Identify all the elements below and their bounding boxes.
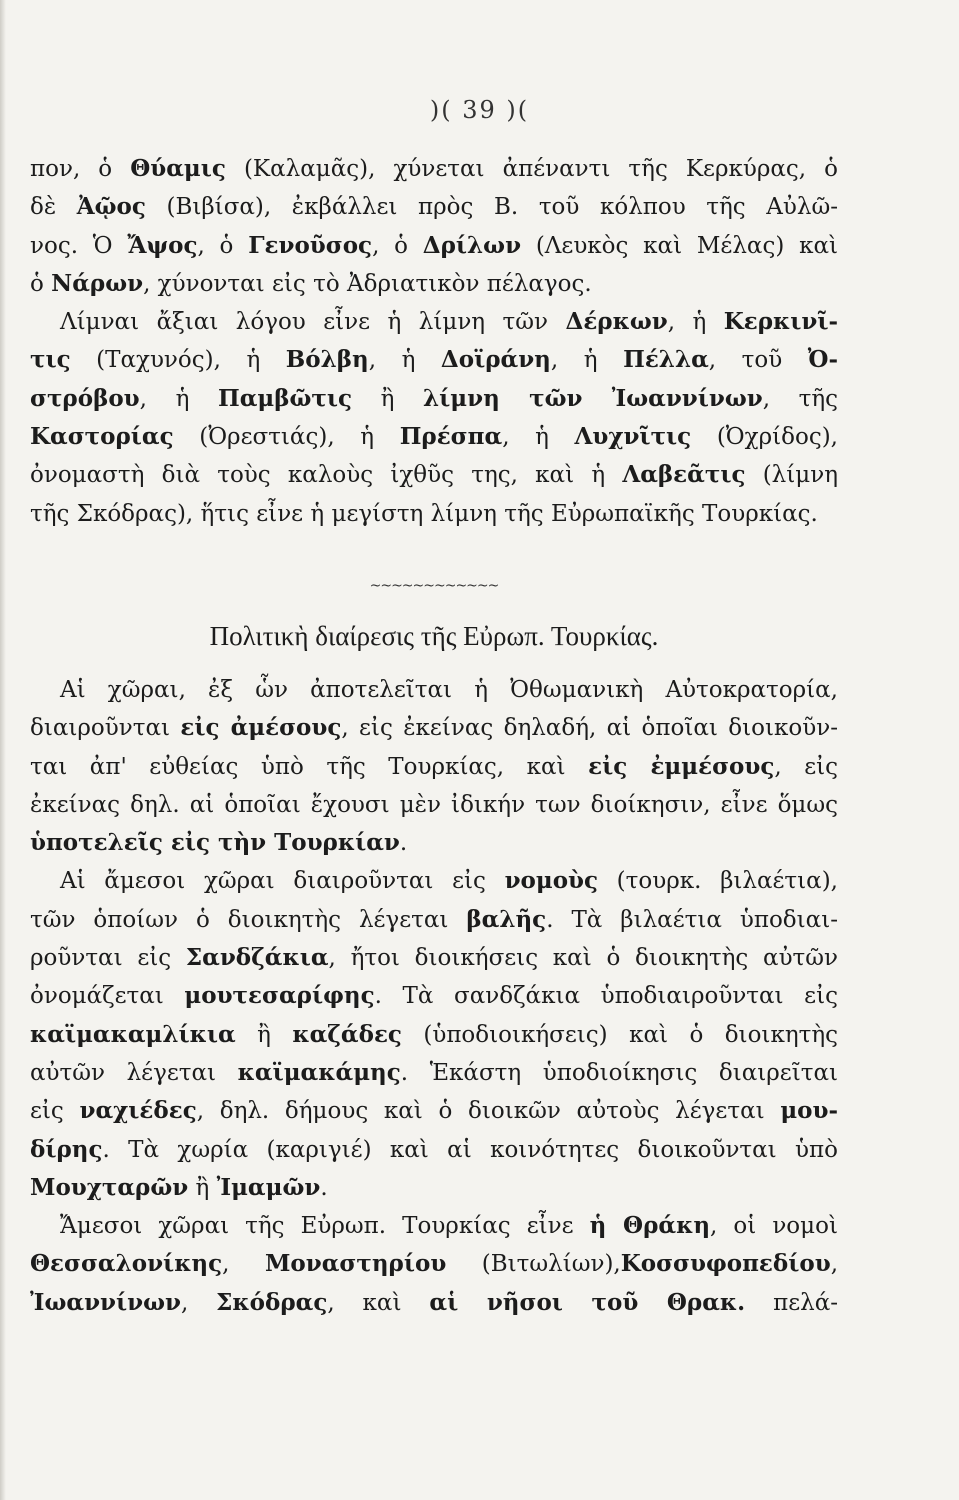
text-line bbox=[30, 709, 838, 747]
text-run: . bbox=[320, 1174, 328, 1201]
text-line bbox=[30, 150, 838, 188]
text-line bbox=[30, 1131, 838, 1169]
text-run: Λίμναι ἄξιαι λόγου εἶνε ἡ λίμνη τῶν bbox=[60, 309, 566, 336]
bold-term: Ὀ- bbox=[807, 346, 838, 374]
bold-term: καϊμακάμης bbox=[237, 1058, 401, 1086]
text-run: τῶν ὁποίων ὁ διοικητὴς λέγεται bbox=[30, 906, 467, 933]
bold-term: Νάρων bbox=[51, 269, 144, 297]
text-run: (ὑποδιοικήσεις) καὶ ὁ διοικητὴς bbox=[401, 1021, 838, 1048]
bold-term: Μοναστηρίου bbox=[264, 1250, 447, 1278]
bold-term: εἰς ἐμμέσους bbox=[588, 752, 775, 780]
bold-term: βαλῆς bbox=[466, 905, 547, 933]
bold-term: δίρης bbox=[30, 1135, 103, 1163]
text-run: , ὁ bbox=[372, 232, 423, 259]
text-run: , ἡ bbox=[502, 424, 575, 451]
bold-term: μουτεσαρίφης bbox=[184, 982, 375, 1010]
text-run: , ἡ bbox=[667, 309, 724, 336]
bold-term: Σκόδρας bbox=[216, 1288, 328, 1316]
bold-term: Δρίλων bbox=[422, 231, 522, 259]
text-line bbox=[30, 227, 838, 265]
bold-term: Καστορίας bbox=[30, 423, 174, 451]
text-run: , οἱ νομοὶ bbox=[710, 1213, 838, 1240]
text-line bbox=[30, 862, 838, 900]
bold-term: μου- bbox=[780, 1097, 838, 1125]
text-run: , ὁ bbox=[197, 232, 249, 259]
text-run: , ἡ bbox=[368, 347, 441, 374]
bold-term: Ἀῷος bbox=[76, 193, 146, 221]
text-line bbox=[30, 188, 838, 226]
text-line bbox=[30, 495, 838, 533]
text-run: τῆς Σκόδρας), ἥτις εἶνε ἡ μεγίστη λίμνη τῆς Εὐρωπαϊκῆς Τουρκίας. bbox=[30, 500, 818, 527]
bold-term: νομοὺς bbox=[504, 867, 598, 895]
bold-term: Παμβῶτις bbox=[217, 384, 353, 412]
bold-term: Λαβεᾶτις bbox=[622, 461, 746, 489]
text-run: (Ὀχρίδος), bbox=[691, 424, 838, 451]
text-run: , bbox=[222, 1251, 265, 1278]
text-run: νος. Ὁ bbox=[30, 232, 128, 259]
text-run: ἐκείνας δηλ. αἱ ὁποῖαι ἔχουσι μὲν ἰδικήν των διοίκησιν, εἶνε ὅμως bbox=[30, 791, 838, 818]
bold-term: αἱ νῆσοι τοῦ Θρακ. bbox=[429, 1288, 746, 1316]
text-run: , χύνονται εἰς τὸ Ἀδριατικὸν πέλαγος. bbox=[143, 270, 592, 297]
text-run: διαιροῦνται bbox=[30, 715, 181, 742]
text-run: ται ἀπ' εὐθείας ὑπὸ τῆς Τουρκίας, καὶ bbox=[30, 753, 589, 780]
bold-term: στρόβου bbox=[30, 384, 140, 412]
bold-term: Δέρκων bbox=[565, 308, 668, 336]
text-run: . bbox=[399, 830, 408, 857]
bold-term: Δοϊράνη bbox=[440, 346, 551, 374]
text-run: (Ὀρεστιάς), ἡ bbox=[173, 424, 400, 451]
bold-term: Γενοῦσος bbox=[248, 231, 373, 259]
spacer bbox=[30, 533, 838, 571]
text-run: (Ταχυνός), ἡ bbox=[70, 347, 286, 374]
bold-term: Πρέσπα bbox=[399, 423, 503, 451]
bold-term: Κοσσυφοπεδίου bbox=[620, 1250, 831, 1278]
text-run: δὲ bbox=[30, 194, 77, 221]
bold-term: εἰς ἀμέσους bbox=[180, 714, 342, 742]
text-run: ροῦνται εἰς bbox=[30, 945, 186, 972]
text-run: , ἡ bbox=[550, 347, 624, 374]
bold-term: Σανδζάκια bbox=[185, 944, 329, 972]
bold-term: Ἄψος bbox=[127, 231, 198, 259]
bold-term: ἡ Θράκη bbox=[589, 1212, 711, 1240]
bold-term: Μουχταρῶν bbox=[30, 1173, 189, 1201]
text-run: Αἱ χῶραι, ἐξ ὧν ἀποτελεῖται ἡ Ὀθωμανικὴ Αὐτοκρατορία, bbox=[60, 676, 838, 703]
bold-term: ὑποτελεῖς εἰς τὴν Τουρκίαν bbox=[30, 829, 400, 857]
bold-term: Βόλβη bbox=[285, 346, 369, 374]
text-run: . Τὰ βιλαέτια ὑποδιαι- bbox=[546, 906, 838, 933]
page-number: )( 39 )( bbox=[429, 96, 530, 124]
text-run: , τοῦ bbox=[708, 347, 808, 374]
text-run: εἰς bbox=[30, 1098, 80, 1125]
text-line bbox=[30, 456, 838, 494]
text-line bbox=[30, 1054, 838, 1092]
ornamental-divider: ~~~~~~~~~~~~ bbox=[369, 577, 499, 594]
text-run: Ἄμεσοι χῶραι τῆς Εὐρωπ. Τουρκίας εἶνε bbox=[60, 1213, 590, 1240]
text-run: ὀνομαστὴ διὰ τοὺς καλοὺς ἰχθῦς της, καὶ ἡ bbox=[30, 462, 623, 489]
text-run: (λίμνη bbox=[745, 462, 838, 489]
text-line bbox=[30, 265, 838, 303]
text-run: (Καλαμᾶς), χύνεται ἀπέναντι τῆς Κερκύρας, ὁ bbox=[225, 156, 838, 182]
text-line bbox=[30, 1207, 838, 1245]
text-line bbox=[30, 939, 838, 977]
text-run: ἢ bbox=[235, 1021, 293, 1048]
text-run: , καὶ bbox=[327, 1289, 430, 1316]
bold-term: Ἰμαμῶν bbox=[216, 1173, 321, 1201]
text-run: ὁ bbox=[30, 270, 52, 297]
text-run: πον, ὁ bbox=[30, 156, 131, 182]
bold-term: ναχιέδες bbox=[79, 1097, 197, 1125]
text-run: , bbox=[830, 1251, 838, 1278]
text-line bbox=[30, 1284, 838, 1322]
text-run: , εἰς bbox=[774, 753, 839, 780]
text-line bbox=[30, 1016, 838, 1054]
bold-term: Θύαμις bbox=[130, 155, 226, 182]
text-run: . Ἑκάστη ὑποδιοίκησις διαιρεῖται bbox=[400, 1059, 838, 1086]
text-run: , εἰς ἐκείνας δηλαδή, αἱ ὁποῖαι διοικοῦν- bbox=[341, 715, 838, 742]
text-run: . Τὰ χωρία (καριγιέ) καὶ αἱ κοινότητες διοικοῦνται ὑπὸ bbox=[102, 1136, 838, 1163]
bold-term: καϊμακαμλίκια bbox=[30, 1020, 236, 1048]
text-line bbox=[30, 786, 838, 824]
text-line bbox=[30, 1245, 838, 1283]
text-run: . Τὰ σανδζάκια ὑποδιαιροῦνται εἰς bbox=[374, 983, 838, 1010]
text-run: , ἡ bbox=[139, 385, 218, 412]
text-line bbox=[30, 303, 838, 341]
text-line bbox=[30, 671, 838, 709]
bold-term: Πέλλα bbox=[623, 346, 709, 374]
text-line bbox=[30, 901, 838, 939]
text-line bbox=[30, 380, 838, 418]
text-run: ἢ bbox=[188, 1174, 217, 1201]
bold-term: λίμνη τῶν Ἰωαννίνων bbox=[423, 384, 763, 412]
text-run: (Βιτωλίων), bbox=[446, 1251, 621, 1278]
text-run: , bbox=[180, 1289, 217, 1316]
text-line bbox=[30, 1092, 838, 1130]
text-line bbox=[30, 977, 838, 1015]
text-run: , ἤτοι διοικήσεις καὶ ὁ διοικητὴς αὐτῶν bbox=[328, 945, 839, 972]
section-heading: Πολιτικὴ διαίρεσις τῆς Εὐρωπ. Τουρκίας. bbox=[209, 620, 659, 651]
text-run: , δηλ. δήμους καὶ ὁ διοικῶν αὐτοὺς λέγεται bbox=[196, 1098, 781, 1125]
text-run: ἢ bbox=[352, 385, 424, 412]
bold-term: Ἰωαννίνων bbox=[30, 1288, 181, 1316]
bold-term: τις bbox=[30, 346, 71, 374]
text-line bbox=[30, 748, 838, 786]
bold-term: Θεσσαλονίκης bbox=[30, 1250, 223, 1278]
text-run: , τῆς bbox=[762, 385, 839, 412]
page-binding-edge bbox=[0, 0, 6, 1500]
bold-term: καζάδες bbox=[292, 1020, 402, 1048]
text-run: (Βιβίσα), ἐκβάλλει πρὸς Β. τοῦ κόλπου τῆς Αὐλῶ- bbox=[145, 194, 838, 221]
text-line bbox=[30, 418, 838, 456]
text-run: αὐτῶν λέγεται bbox=[30, 1059, 238, 1086]
bold-term: Λυχνῖτις bbox=[574, 423, 692, 451]
text-line bbox=[30, 1169, 838, 1207]
text-run: (Λευκὸς καὶ Μέλας) καὶ bbox=[521, 232, 839, 259]
text-line bbox=[30, 341, 838, 379]
text-run: (τουρκ. βιλαέτια), bbox=[598, 868, 838, 895]
bold-term: Κερκινῖ- bbox=[723, 308, 838, 336]
text-run: πελά- bbox=[745, 1289, 839, 1316]
text-run: ὀνομάζεται bbox=[30, 983, 185, 1010]
text-run: Αἱ ἄμεσοι χῶραι διαιροῦνται εἰς bbox=[60, 868, 505, 895]
text-line bbox=[30, 824, 838, 862]
page-body bbox=[30, 150, 838, 1322]
